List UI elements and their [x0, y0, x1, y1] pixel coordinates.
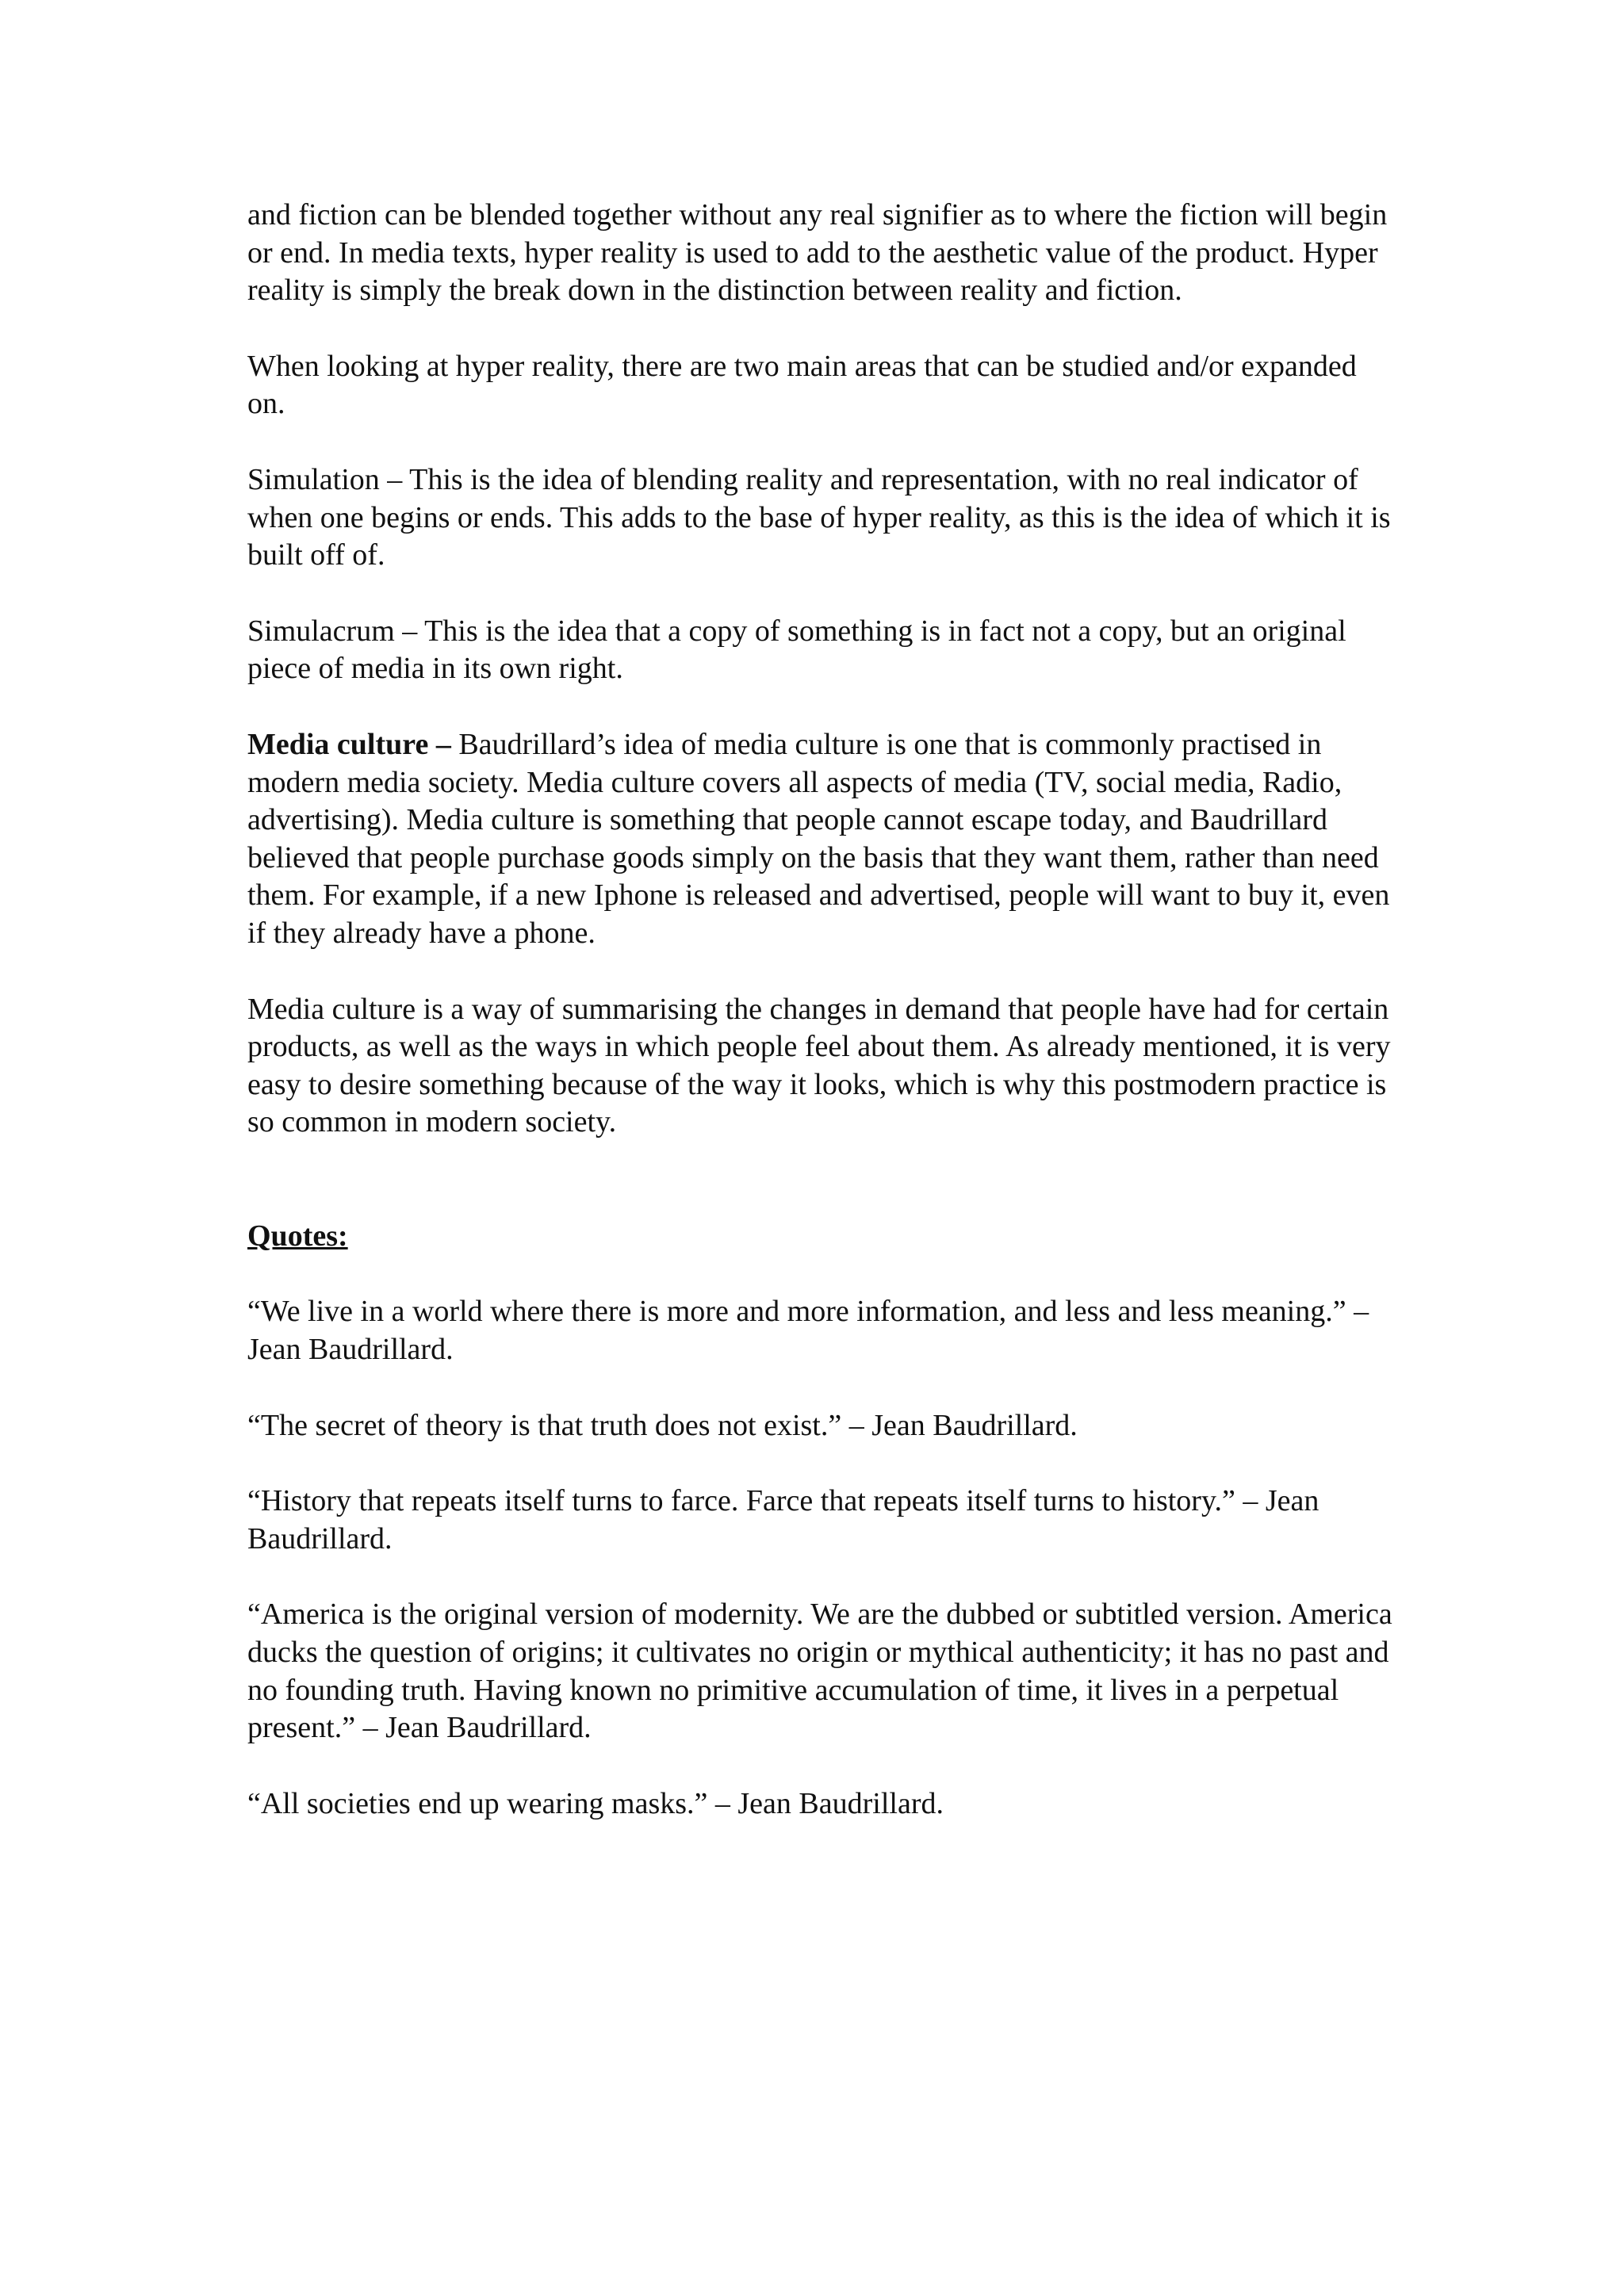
media-culture-text: Baudrillard’s idea of media culture is one that is commonly practised in modern media society. Media culture covers all aspects of media (TV, social media, Radio, advertising). Media culture is something that people cannot escape today, and Baudrillard believed that people purchase goods simply on the basis that they want them, rather than need them. For example, if a new Iphone is released and advertised, people will want to buy it, even if they already have a phone.	[247, 727, 1390, 950]
quotes-heading: Quotes:	[247, 1219, 348, 1253]
quote-america-modernity: “America is the original version of modernity. We are the dubbed or subtitled version. America ducks the question of origins; it cultivates no origin or mythical authenticity; it has no past and no founding truth. Having known no primitive accumulation of time, it lives in a perpetual present.” – Jean Baudrillard.	[247, 1598, 1392, 1745]
paragraph-media-culture-summary: Media culture is a way of summarising the changes in demand that people have had for certain products, as well as the ways in which people feel about them. As already mentioned, it is very easy to desire something because of the way it looks, which is why this postmodern practice is so common in modern society.	[247, 992, 1391, 1139]
media-culture-term: Media culture –	[247, 727, 451, 761]
quote-history-farce: “History that repeats itself turns to farce. Farce that repeats itself turns to history.” – Jean Baudrillard.	[247, 1484, 1320, 1556]
paragraph-hyper-reality-areas: When looking at hyper reality, there are two main areas that can be studied and/or expanded on.	[247, 349, 1357, 421]
quote-information-meaning: “We live in a world where there is more and more information, and less and less meaning.” – Jean Baudrillard.	[247, 1295, 1369, 1367]
quote-secret-of-theory: “The secret of theory is that truth does not exist.” – Jean Baudrillard.	[247, 1408, 1078, 1442]
paragraph-simulation: Simulation – This is the idea of blending reality and representation, with no real indicator of when one begins or ends. This adds to the base of hyper reality, as this is the idea of which it is built off of.	[247, 462, 1391, 572]
paragraph-media-culture	[247, 726, 1399, 953]
paragraph-simulacrum: Simulacrum – This is the idea that a copy of something is in fact not a copy, but an original piece of media in its own right.	[247, 614, 1346, 686]
paragraph-hyper-reality-definition: and fiction can be blended together without any real signifier as to where the fiction will begin or end. In media texts, hyper reality is used to add to the aesthetic value of the product. Hyper reality is simply the break down in the distinction between reality and fiction.	[247, 198, 1388, 308]
quote-societies-masks: “All societies end up wearing masks.” – Jean Baudrillard.	[247, 1786, 944, 1820]
page-content	[247, 197, 1399, 1861]
